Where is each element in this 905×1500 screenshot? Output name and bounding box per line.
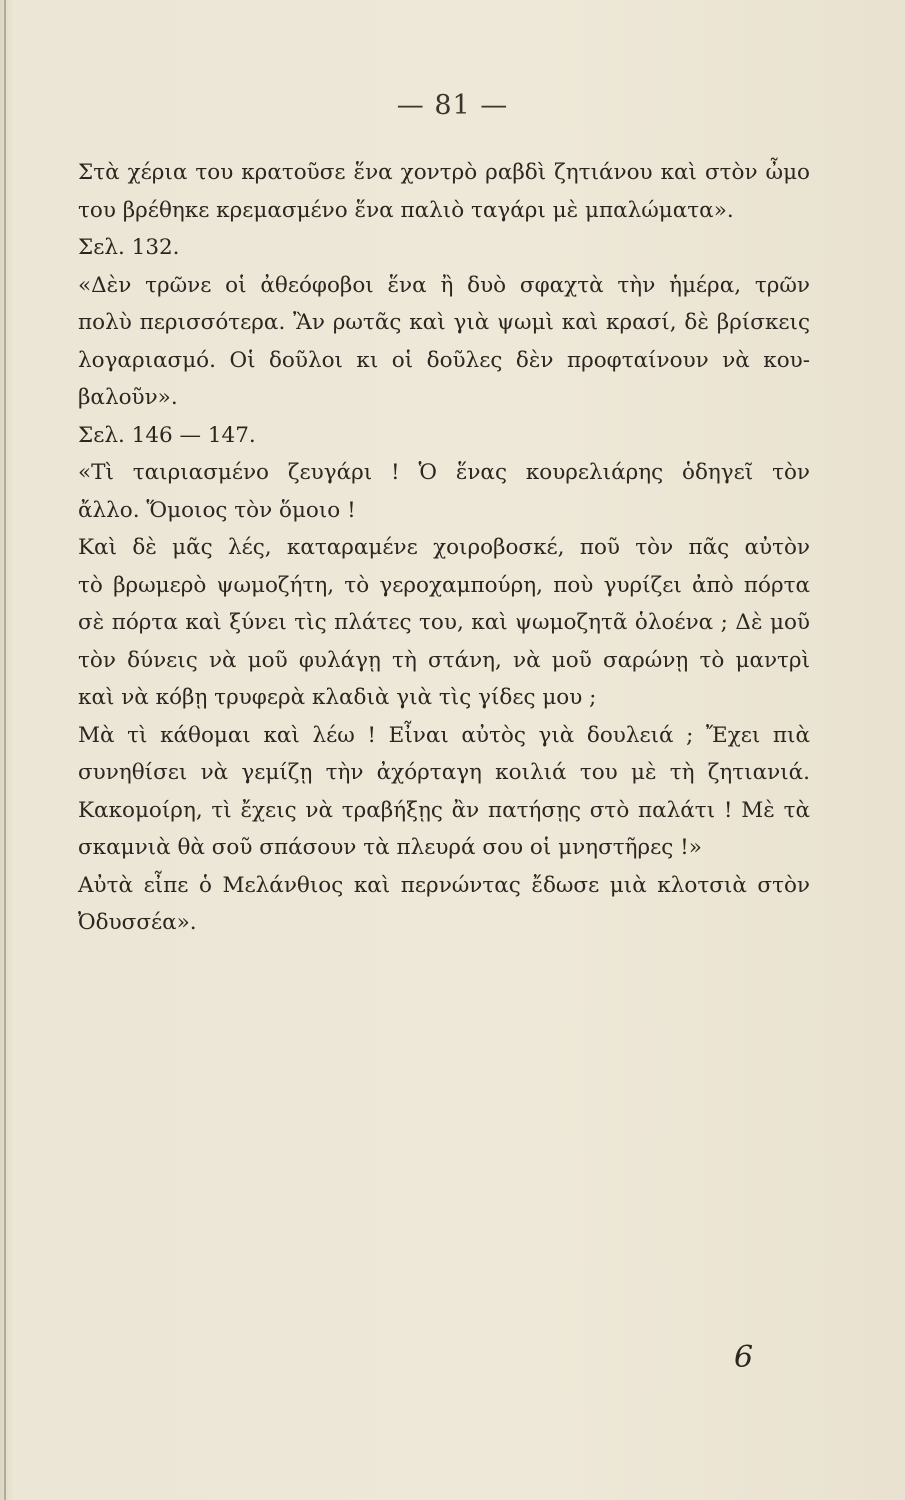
text-line: συνηθίσει νὰ γεμίζῃ τὴν ἀχόρταγη κοιλιά του μὲ τὴ ζητιανιά. <box>78 760 810 785</box>
binding-edge <box>4 0 6 1500</box>
text-line: Στὰ χέρια του κρατοῦσε ἕνα χοντρὸ ραβδὶ ζητιάνου καὶ στὸν ὦμο <box>78 160 810 185</box>
text-line: Σελ. 146 — 147. <box>78 422 256 448</box>
text-line: Ὀδυσσέα». <box>78 910 197 935</box>
text-line: «Τὶ ταιριασμένο ζευγάρι ! Ὁ ἕνας κουρελιάρης ὁδηγεῖ τὸν <box>78 460 810 485</box>
text-line: σὲ πόρτα καὶ ξύνει τὶς πλάτες του, καὶ ψωμοζητᾶ ὁλοένα ; Δὲ μοῦ <box>78 610 810 635</box>
text-line: λογαριασμό. Οἱ δοῦλοι κι οἱ δοῦλες δὲν προφταίνουν νὰ κου- <box>78 347 810 373</box>
text-line: σκαμνιὰ θὰ σοῦ σπάσουν τὰ πλευρά σου οἱ μνηστῆρες !» <box>78 835 702 860</box>
text-line: του βρέθηκε κρεμασμένο ἕνα παλιὸ ταγάρι μὲ μπαλώματα». <box>78 197 734 223</box>
text-line: Μὰ τὶ κάθομαι καὶ λέω ! Εἶναι αὐτὸς γιὰ δουλειά ; Ἔχει πιὰ <box>78 722 810 748</box>
text-line: Καὶ δὲ μᾶς λές, καταραμένε χοιροβοσκέ, ποῦ τὸν πᾶς αὐτὸν <box>78 535 810 560</box>
text-line: Σελ. 132. <box>78 235 180 260</box>
text-line: βαλοῦν». <box>78 385 178 410</box>
body-text <box>78 154 810 942</box>
signature-mark: 6 <box>734 1340 754 1375</box>
text-line: πολὺ περισσότερα. Ἂν ρωτᾶς καὶ γιὰ ψωμὶ καὶ κρασί, δὲ βρίσκεις <box>78 310 810 335</box>
text-line: τὸ βρωμερὸ ψωμοζήτη, τὸ γεροχαμπούρη, ποὺ γυρίζει ἀπὸ πόρτα <box>78 572 810 598</box>
text-line: Κακομοίρη, τὶ ἔχεις νὰ τραβήξῃς ἂν πατήσῃς στὸ παλάτι ! Μὲ τὰ <box>78 797 810 823</box>
text-line: καὶ νὰ κόβῃ τρυφερὰ κλαδιὰ γιὰ τὶς γίδες μου ; <box>78 685 597 710</box>
text-line: ἄλλο. Ὅμοιος τὸν ὅμοιο ! <box>78 497 356 523</box>
text-line: Αὐτὰ εἶπε ὁ Μελάνθιος καὶ περνώντας ἔδωσε μιὰ κλοτσιὰ στὸν <box>78 872 810 898</box>
page-number: — 81 — <box>396 90 509 121</box>
text-line: τὸν δύνεις νὰ μοῦ φυλάγῃ τὴ στάνη, νὰ μοῦ σαρώνῃ τὸ μαντρὶ <box>78 647 810 673</box>
text-line: «Δὲν τρῶνε οἱ ἀθεόφοβοι ἕνα ἢ δυὸ σφαχτὰ τὴν ἡμέρα, τρῶν <box>78 272 810 298</box>
